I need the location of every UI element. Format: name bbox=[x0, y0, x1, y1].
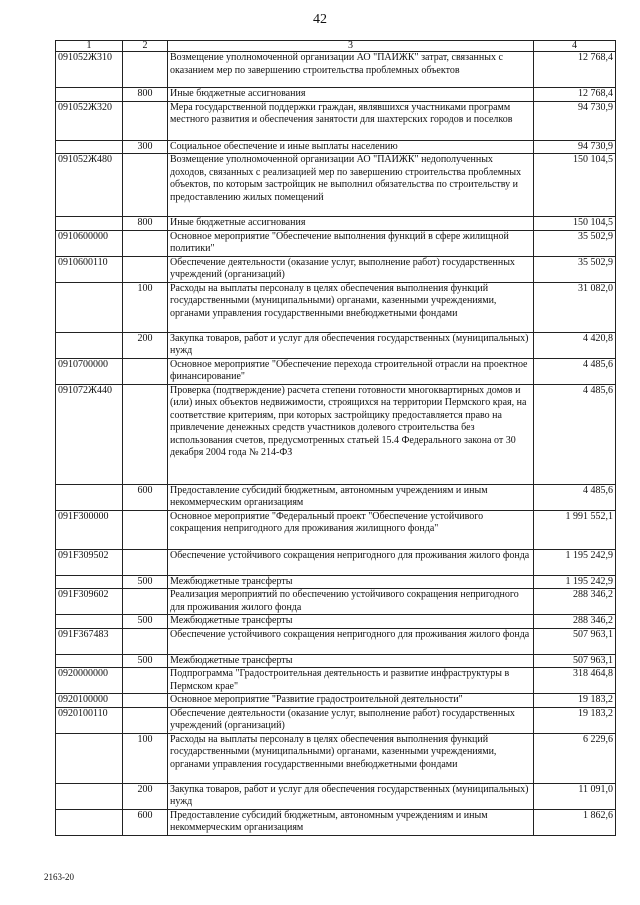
row-expense-type bbox=[123, 549, 168, 575]
row-expense-type bbox=[123, 510, 168, 549]
row-code bbox=[56, 484, 123, 510]
row-expense-type: 500 bbox=[123, 615, 168, 629]
row-amount: 4 485,6 bbox=[534, 358, 616, 384]
table-row bbox=[56, 101, 616, 140]
row-name: Предоставление субсидий бюджетным, автономным учреждениям и иным некоммерческим организациям bbox=[168, 484, 534, 510]
table-row bbox=[56, 217, 616, 231]
row-code: 091F367483 bbox=[56, 628, 123, 654]
header-col-1: 1 bbox=[56, 41, 123, 52]
table-row bbox=[56, 358, 616, 384]
row-name: Закупка товаров, работ и услуг для обеспечения государственных (муниципальных) нужд bbox=[168, 783, 534, 809]
row-code: 091F300000 bbox=[56, 510, 123, 549]
row-name: Иные бюджетные ассигнования bbox=[168, 88, 534, 102]
row-amount: 31 082,0 bbox=[534, 282, 616, 332]
row-code: 0910700000 bbox=[56, 358, 123, 384]
row-name: Обеспечение деятельности (оказание услуг, выполнение работ) государственных учреждений (организаций) bbox=[168, 707, 534, 733]
row-name: Межбюджетные трансферты bbox=[168, 575, 534, 589]
table-row bbox=[56, 707, 616, 733]
row-name: Реализация мероприятий по обеспечению устойчивого сокращения непригодного для проживания жилого фонда bbox=[168, 589, 534, 615]
table-row bbox=[56, 230, 616, 256]
row-expense-type bbox=[123, 589, 168, 615]
row-name: Мера государственной поддержки граждан, являвшихся участниками программ местного развития и обеспечения занятости для шахтерских городов и поселков bbox=[168, 101, 534, 140]
row-amount: 318 464,8 bbox=[534, 668, 616, 694]
table-row bbox=[56, 256, 616, 282]
row-expense-type bbox=[123, 694, 168, 708]
table-row bbox=[56, 668, 616, 694]
row-name: Возмещение уполномоченной организации АО "ПАИЖК" затрат, связанных с оказанием мер по завершению строительства проблемных объектов bbox=[168, 52, 534, 88]
table-row bbox=[56, 654, 616, 668]
row-code: 091052Ж310 bbox=[56, 52, 123, 88]
table-row bbox=[56, 783, 616, 809]
row-name: Подпрограмма "Градостроительная деятельность и развитие инфраструктуры в Пермском крае" bbox=[168, 668, 534, 694]
table-row bbox=[56, 52, 616, 88]
row-expense-type: 600 bbox=[123, 484, 168, 510]
row-code bbox=[56, 140, 123, 154]
table-row bbox=[56, 809, 616, 835]
row-name: Проверка (подтверждение) расчета степени готовности многоквартирных домов и (или) иных объектов недвижимости, строящихся на территории Пермского края, на соответствие критериям, при которых застройщику предоставляется право на привлечение денежных средств участников долевого строительства без использования счетов, предусмотренных статьей 15.4 Федерального закона от 30 декабря 2004 года № 214-ФЗ bbox=[168, 384, 534, 484]
table-row bbox=[56, 510, 616, 549]
row-expense-type: 800 bbox=[123, 217, 168, 231]
row-amount: 507 963,1 bbox=[534, 654, 616, 668]
row-name: Расходы на выплаты персоналу в целях обеспечения выполнения функций государственными (муниципальными) органами, казенными учреждениями, органами управления государственными внебюджетными фондами bbox=[168, 282, 534, 332]
row-name: Основное мероприятие "Федеральный проект "Обеспечение устойчивого сокращения непригодного для проживания жилищного фонда" bbox=[168, 510, 534, 549]
row-expense-type: 200 bbox=[123, 783, 168, 809]
row-code: 0910600110 bbox=[56, 256, 123, 282]
row-name: Возмещение уполномоченной организации АО "ПАИЖК" недополученных доходов, связанных с реализацией мер по завершению строительства проблемных объектов, по которым застройщик не выполнил обязательства по строительству и предоставлению жилых помещений bbox=[168, 154, 534, 217]
footer-code: 2163-20 bbox=[44, 872, 74, 882]
table-row bbox=[56, 615, 616, 629]
table-row bbox=[56, 154, 616, 217]
row-expense-type bbox=[123, 707, 168, 733]
row-code bbox=[56, 654, 123, 668]
row-amount: 288 346,2 bbox=[534, 589, 616, 615]
row-name: Обеспечение деятельности (оказание услуг, выполнение работ) государственных учреждений (организаций) bbox=[168, 256, 534, 282]
table-row bbox=[56, 384, 616, 484]
row-amount: 19 183,2 bbox=[534, 694, 616, 708]
table-row bbox=[56, 282, 616, 332]
header-col-3: 3 bbox=[168, 41, 534, 52]
row-amount: 4 420,8 bbox=[534, 332, 616, 358]
row-expense-type bbox=[123, 668, 168, 694]
row-code bbox=[56, 332, 123, 358]
header-col-2: 2 bbox=[123, 41, 168, 52]
row-expense-type: 100 bbox=[123, 282, 168, 332]
row-expense-type: 500 bbox=[123, 654, 168, 668]
row-amount: 19 183,2 bbox=[534, 707, 616, 733]
row-expense-type bbox=[123, 256, 168, 282]
row-expense-type bbox=[123, 101, 168, 140]
row-code: 0920000000 bbox=[56, 668, 123, 694]
table-row bbox=[56, 140, 616, 154]
row-name: Обеспечение устойчивого сокращения непригодного для проживания жилого фонда bbox=[168, 628, 534, 654]
row-name: Основное мероприятие "Обеспечение перехода строительной отрасли на проектное финансирование" bbox=[168, 358, 534, 384]
row-expense-type: 800 bbox=[123, 88, 168, 102]
row-name: Предоставление субсидий бюджетным, автономным учреждениям и иным некоммерческим организациям bbox=[168, 809, 534, 835]
row-code bbox=[56, 733, 123, 783]
table-row bbox=[56, 484, 616, 510]
row-expense-type bbox=[123, 52, 168, 88]
row-code: 0910600000 bbox=[56, 230, 123, 256]
row-amount: 1 862,6 bbox=[534, 809, 616, 835]
row-expense-type bbox=[123, 628, 168, 654]
row-amount: 35 502,9 bbox=[534, 256, 616, 282]
row-expense-type: 100 bbox=[123, 733, 168, 783]
row-amount: 150 104,5 bbox=[534, 154, 616, 217]
table-row bbox=[56, 694, 616, 708]
row-amount: 12 768,4 bbox=[534, 88, 616, 102]
table-row bbox=[56, 628, 616, 654]
row-code: 0920100110 bbox=[56, 707, 123, 733]
row-expense-type: 500 bbox=[123, 575, 168, 589]
row-code bbox=[56, 809, 123, 835]
row-amount: 288 346,2 bbox=[534, 615, 616, 629]
budget-table bbox=[55, 40, 616, 836]
table-row bbox=[56, 549, 616, 575]
row-code bbox=[56, 575, 123, 589]
row-amount: 507 963,1 bbox=[534, 628, 616, 654]
table-row bbox=[56, 575, 616, 589]
row-name: Обеспечение устойчивого сокращения непригодного для проживания жилого фонда bbox=[168, 549, 534, 575]
row-code bbox=[56, 282, 123, 332]
row-name: Межбюджетные трансферты bbox=[168, 654, 534, 668]
table-row bbox=[56, 332, 616, 358]
row-code bbox=[56, 88, 123, 102]
row-amount: 4 485,6 bbox=[534, 384, 616, 484]
row-code: 091F309602 bbox=[56, 589, 123, 615]
row-amount: 1 991 552,1 bbox=[534, 510, 616, 549]
row-code: 091072Ж440 bbox=[56, 384, 123, 484]
row-name: Иные бюджетные ассигнования bbox=[168, 217, 534, 231]
row-code: 091052Ж320 bbox=[56, 101, 123, 140]
row-expense-type: 300 bbox=[123, 140, 168, 154]
row-code bbox=[56, 615, 123, 629]
row-code: 0920100000 bbox=[56, 694, 123, 708]
row-amount: 94 730,9 bbox=[534, 101, 616, 140]
row-code bbox=[56, 217, 123, 231]
header-col-4: 4 bbox=[534, 41, 616, 52]
row-code bbox=[56, 783, 123, 809]
table-header-row bbox=[56, 41, 616, 52]
row-name: Закупка товаров, работ и услуг для обеспечения государственных (муниципальных) нужд bbox=[168, 332, 534, 358]
row-amount: 1 195 242,9 bbox=[534, 575, 616, 589]
table-row bbox=[56, 88, 616, 102]
row-name: Расходы на выплаты персоналу в целях обеспечения выполнения функций государственными (муниципальными) органами, казенными учреждениями, органами управления государственными внебюджетными фондами bbox=[168, 733, 534, 783]
row-amount: 35 502,9 bbox=[534, 230, 616, 256]
row-amount: 4 485,6 bbox=[534, 484, 616, 510]
row-amount: 6 229,6 bbox=[534, 733, 616, 783]
row-expense-type: 600 bbox=[123, 809, 168, 835]
row-expense-type bbox=[123, 230, 168, 256]
row-name: Основное мероприятие "Развитие градостроительной деятельности" bbox=[168, 694, 534, 708]
row-amount: 94 730,9 bbox=[534, 140, 616, 154]
row-expense-type bbox=[123, 358, 168, 384]
row-code: 091F309502 bbox=[56, 549, 123, 575]
table-row bbox=[56, 733, 616, 783]
row-name: Межбюджетные трансферты bbox=[168, 615, 534, 629]
row-amount: 150 104,5 bbox=[534, 217, 616, 231]
table-row bbox=[56, 589, 616, 615]
row-code: 091052Ж480 bbox=[56, 154, 123, 217]
page-number: 42 bbox=[313, 12, 327, 27]
row-expense-type bbox=[123, 384, 168, 484]
row-amount: 11 091,0 bbox=[534, 783, 616, 809]
row-expense-type bbox=[123, 154, 168, 217]
row-name: Социальное обеспечение и иные выплаты населению bbox=[168, 140, 534, 154]
row-expense-type: 200 bbox=[123, 332, 168, 358]
row-amount: 1 195 242,9 bbox=[534, 549, 616, 575]
row-amount: 12 768,4 bbox=[534, 52, 616, 88]
row-name: Основное мероприятие "Обеспечение выполнения функций в сфере жилищной политики" bbox=[168, 230, 534, 256]
